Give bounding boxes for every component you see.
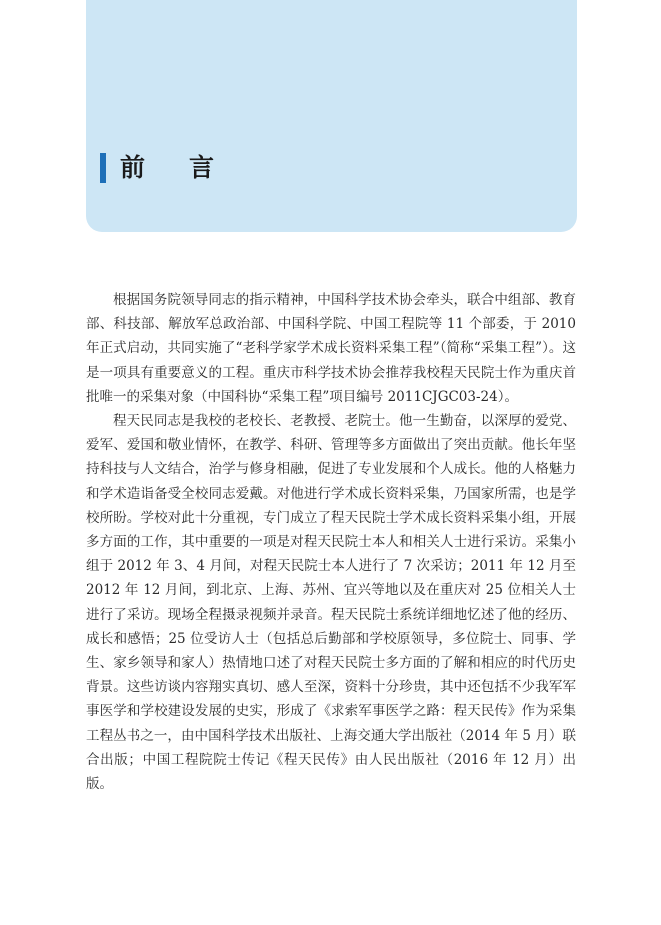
body-text	[86, 288, 576, 796]
section-title	[100, 152, 258, 184]
title-accent-bar	[100, 153, 106, 183]
paragraph-2: 程天民同志是我校的老校长、老教授、老院士。他一生勤奋，以深厚的爱党、爱军、爱国和敬业情怀，在教学、科研、管理等多方面做出了突出贡献。他长年坚持科技与人文结合，治学与修身相融，促进了专业发展和个人成长。他的人格魅力和学术造诣备受全校同志爱戴。对他进行学术成长资料采集，乃国家所需，也是学校所盼。学校对此十分重视，专门成立了程天民院士学术成长资料采集小组，开展多方面的工作，其中重要的一项是对程天民院士本人和相关人士进行采访。采集小组于 2012 年 3、4 月间，对程天民院士本人进行了 7 次采访；2011 年 12 月至 2012 年 12 月间，到北京、上海、苏州、宜兴等地以及在重庆对 25 位相关人士进行了采访。现场全程摄录视频并录音。程天民院士系统详细地忆述了他的经历、成长和感悟；25 位受访人士（包括总后勤部和学校原领导，多位院士、同事、学生、家乡领导和家人）热情地口述了对程天民院士多方面的了解和相应的时代历史背景。这些访谈内容翔实真切、感人至深，资料十分珍贵，其中还包括不少我军军事医学和学校建设发展的史实，形成了《求索军事医学之路：程天民传》作为采集工程丛书之一，由中国科学技术出版社、上海交通大学出版社（2014 年 5 月）联合出版；中国工程院院士传记《程天民传》由人民出版社（2016 年 12 月）出版。	[86, 413, 576, 793]
page-title: 前言	[120, 153, 259, 182]
paragraph-1: 根据国务院领导同志的指示精神，中国科学技术协会牵头，联合中组部、教育部、科技部、解放军总政治部、中国科学院、中国工程院等 11 个部委，于 2010 年正式启动，共同实施了“老科学家学术成长资料采集工程”（简称“采集工程”）。这是一项具有重要意义的工程。重庆市科学技术协会推荐我校程天民院士作为重庆首批唯一的采集对象（中国科协“采集工程”项目编号 2011CJGC03-24）。	[86, 292, 576, 405]
header-panel	[86, 0, 577, 232]
